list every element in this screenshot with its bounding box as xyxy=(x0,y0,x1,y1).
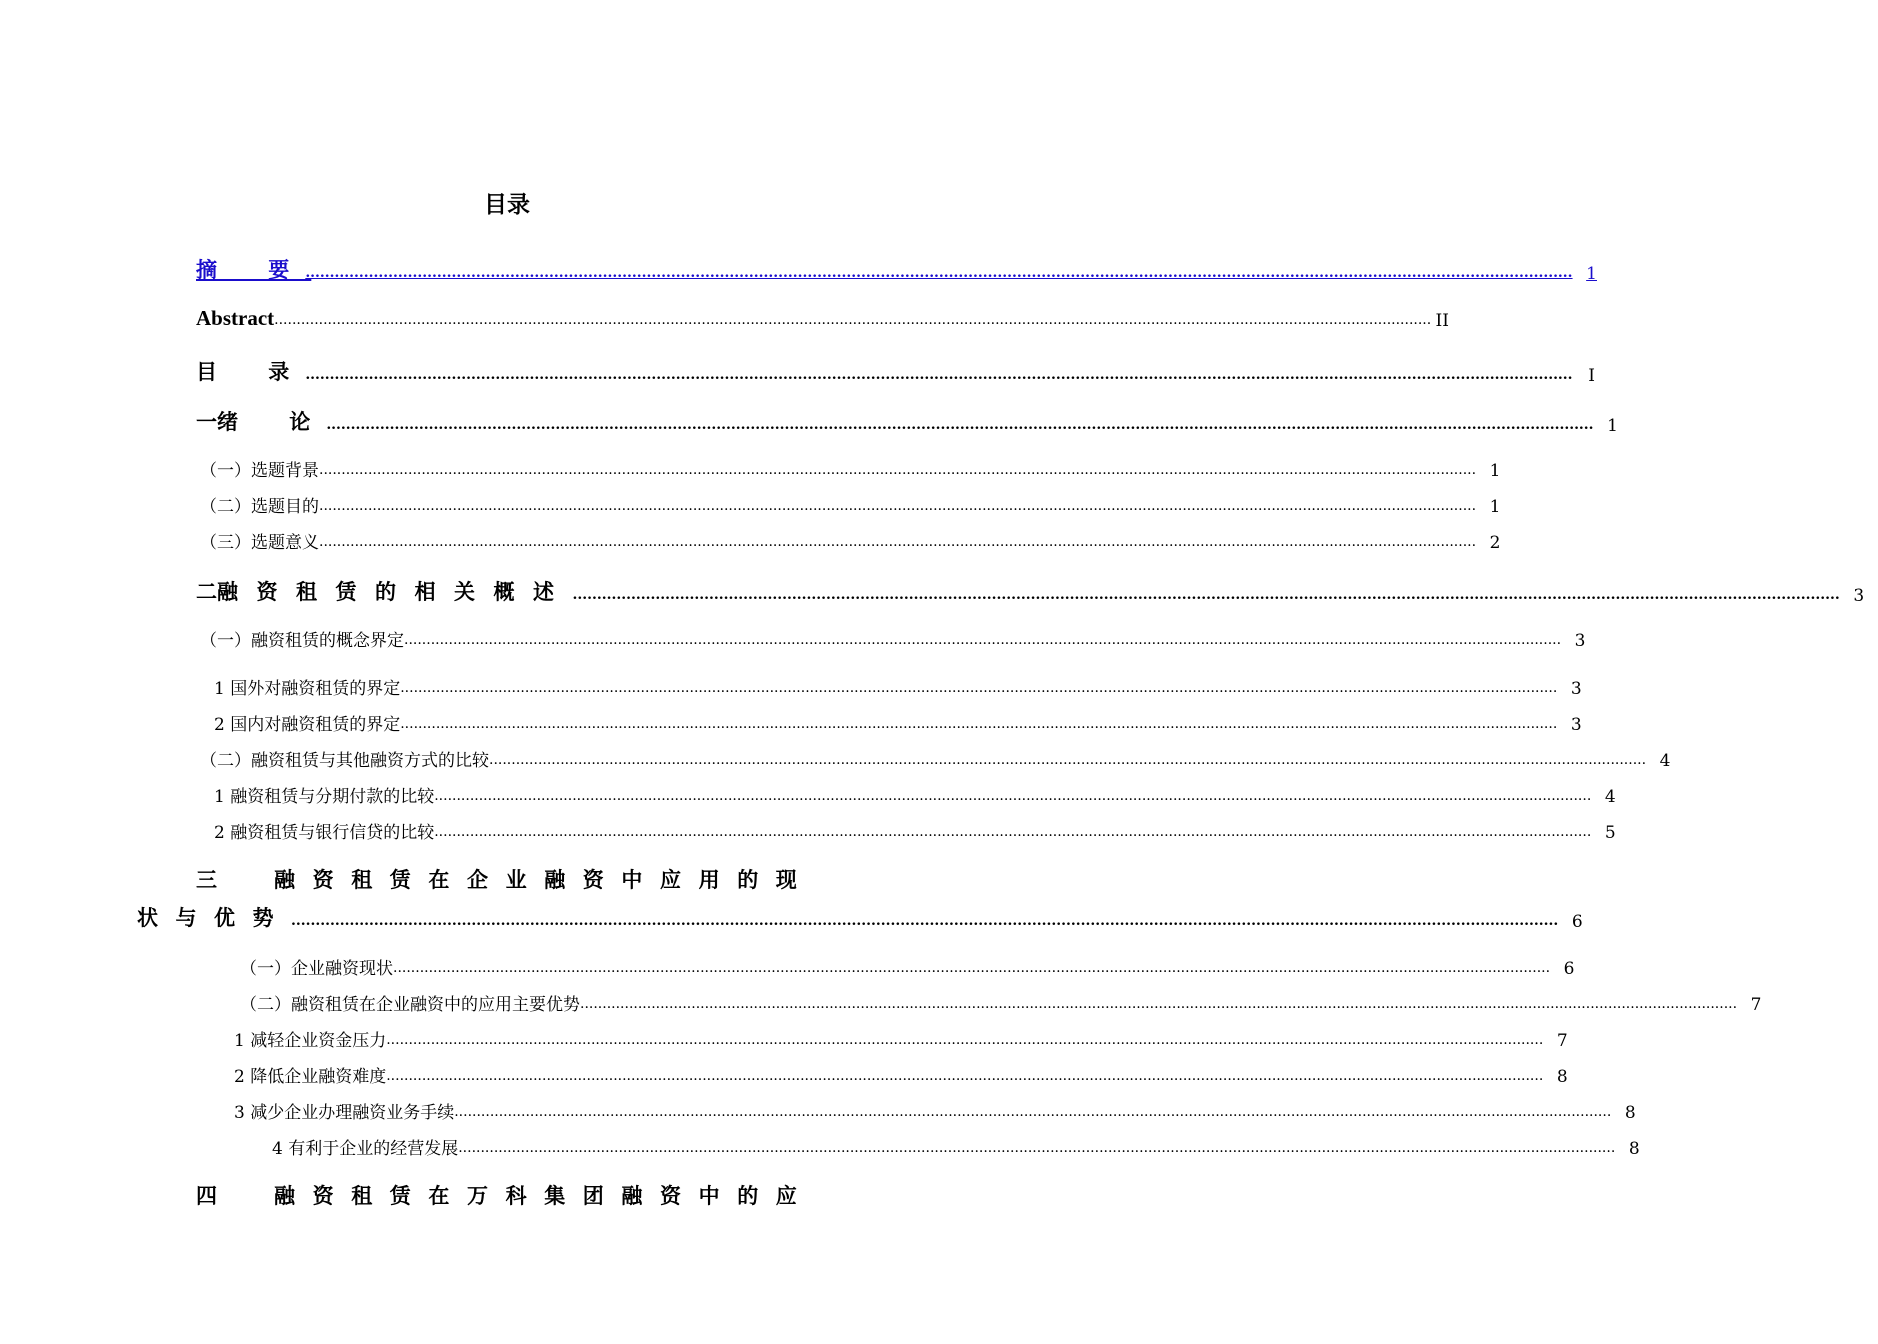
leader-dots: .................................................................................................................................................................................................................................................................... xyxy=(386,1032,1544,1048)
toc-entry-subsection-3-2-1[interactable] xyxy=(234,1026,1568,1051)
chapter-number: 二 xyxy=(196,580,217,604)
toc-entry-section-3-1[interactable] xyxy=(240,954,1575,979)
toc-entry-label: （二）选题目的 xyxy=(200,497,319,517)
leader-dots: .................................................................................................................................................................................................................................................................... xyxy=(489,752,1647,768)
toc-entry-chapter-2[interactable] xyxy=(196,576,1865,606)
toc-entry-subsection-3-2-4[interactable] xyxy=(272,1134,1640,1159)
toc-entry-label: 2 降低企业融资难度 xyxy=(234,1067,387,1087)
toc-entry-page: 3 xyxy=(1853,586,1865,606)
leader-dots: .................................................................................................................................................................................................................................................................... xyxy=(458,1140,1616,1156)
toc-entry-page: 8 xyxy=(1628,1139,1640,1159)
leader-dots: .................................................................................................................................................................................................................................................................... xyxy=(572,587,1840,603)
toc-entry-section-1-2[interactable] xyxy=(200,492,1501,517)
toc-entry-label: 3 减少企业办理融资业务手续 xyxy=(234,1103,455,1123)
toc-entry-page: 3 xyxy=(1574,631,1586,651)
toc-entry-section-2-1[interactable] xyxy=(200,626,1586,651)
toc-entry-label: （一）企业融资现状 xyxy=(240,959,393,979)
leader-dots: .................................................................................................................................................................................................................................................................... xyxy=(393,960,1551,976)
toc-entry-label: 融资租赁在万科集团融资中的应 xyxy=(274,1184,815,1208)
toc-entry-page: 1 xyxy=(1607,416,1618,436)
toc-entry-chapter-4-line1[interactable] xyxy=(196,1180,814,1210)
toc-entry-label: 1 国外对融资租赁的界定 xyxy=(214,679,401,699)
toc-entry-abstract-cn[interactable] xyxy=(196,254,1597,284)
toc-entry-page: 2 xyxy=(1489,533,1501,553)
toc-entry-page: 6 xyxy=(1571,912,1583,932)
leader-dots: .................................................................................................................................................................................................................................................................... xyxy=(404,632,1562,648)
toc-entry-label: 1 减轻企业资金压力 xyxy=(234,1031,387,1051)
toc-entry-page: 1 xyxy=(1489,461,1501,481)
toc-entry-page: I xyxy=(1588,366,1595,386)
toc-entry-label: （一）选题背景 xyxy=(200,461,319,481)
toc-entry-label: （二）融资租赁在企业融资中的应用主要优势 xyxy=(240,995,580,1015)
toc-entry-label-line2: 状与优势 xyxy=(137,906,291,930)
toc-entry-abstract-en[interactable] xyxy=(196,306,1449,331)
leader-dots: .................................................................................................................................................................................................................................................................... xyxy=(319,534,1477,550)
toc-entry-chapter-3-line1[interactable] xyxy=(196,864,814,894)
toc-entry-label: （三）选题意义 xyxy=(200,533,319,553)
toc-entry-label: 融资租赁的相关概述 xyxy=(217,580,573,604)
toc-entry-page: 3 xyxy=(1570,715,1582,735)
toc-entry-subsection-3-2-2[interactable] xyxy=(234,1062,1568,1087)
chapter-number: 三 xyxy=(196,868,217,892)
leader-dots: .................................................................................................................................................................................................................................................................... xyxy=(319,462,1477,478)
leader-dots: .................................................................................................................................................................................................................................................................... xyxy=(400,716,1558,732)
leader-dots: .................................................................................................................................................................................................................................................................... xyxy=(454,1104,1612,1120)
toc-entry-label: 1 融资租赁与分期付款的比较 xyxy=(214,787,435,807)
toc-entry-subsection-2-1-1[interactable] xyxy=(214,674,1582,699)
toc-entry-subsection-2-2-2[interactable] xyxy=(214,818,1616,843)
toc-entry-label: Abstract xyxy=(196,306,275,330)
leader-dots: .................................................................................................................................................................................................................................................................... xyxy=(274,312,1432,328)
chapter-number: 一 xyxy=(196,410,217,434)
leader-dots: .................................................................................................................................................................................................................................................................... xyxy=(319,498,1477,514)
leader-dots: .................................................................................................................................................................................................................................................................... xyxy=(305,265,1573,281)
toc-entry-section-1-1[interactable] xyxy=(200,456,1501,481)
toc-entry-chapter-3[interactable] xyxy=(137,902,1583,932)
toc-entry-page: 4 xyxy=(1659,751,1671,771)
leader-dots: .................................................................................................................................................................................................................................................................... xyxy=(386,1068,1544,1084)
toc-entry-section-3-2[interactable] xyxy=(240,990,1762,1015)
toc-entry-label: （二）融资租赁与其他融资方式的比较 xyxy=(200,751,489,771)
leader-dots: .................................................................................................................................................................................................................................................................... xyxy=(326,417,1594,433)
toc-entry-label: 目 录 xyxy=(196,360,312,384)
toc-entry-subsection-2-2-1[interactable] xyxy=(214,782,1616,807)
toc-entry-subsection-3-2-3[interactable] xyxy=(234,1098,1636,1123)
leader-dots: .................................................................................................................................................................................................................................................................... xyxy=(580,996,1738,1012)
toc-entry-section-1-3[interactable] xyxy=(200,528,1501,553)
page-title: 目录 xyxy=(484,192,530,218)
toc-entry-page: 8 xyxy=(1624,1103,1636,1123)
chapter-number: 四 xyxy=(196,1184,217,1208)
leader-dots: .................................................................................................................................................................................................................................................................... xyxy=(291,913,1559,929)
toc-entry-label: 绪 论 xyxy=(217,410,333,434)
leader-dots: .................................................................................................................................................................................................................................................................... xyxy=(434,788,1592,804)
toc-entry-label: 摘 要 xyxy=(196,258,312,282)
toc-entry-subsection-2-1-2[interactable] xyxy=(214,710,1582,735)
toc-entry-label: （一）融资租赁的概念界定 xyxy=(200,631,404,651)
leader-dots: .................................................................................................................................................................................................................................................................... xyxy=(434,824,1592,840)
toc-entry-page: 4 xyxy=(1604,787,1616,807)
toc-entry-page: 5 xyxy=(1604,823,1616,843)
toc-entry-label: 2 国内对融资租赁的界定 xyxy=(214,715,401,735)
leader-dots: .................................................................................................................................................................................................................................................................... xyxy=(305,367,1573,383)
toc-entry-label: 4 有利于企业的经营发展 xyxy=(272,1139,459,1159)
toc-entry-page: 3 xyxy=(1570,679,1582,699)
toc-entry-page: 7 xyxy=(1556,1031,1568,1051)
toc-entry-page: 1 xyxy=(1586,264,1597,284)
toc-entry-page: 7 xyxy=(1750,995,1762,1015)
toc-entry-toc[interactable] xyxy=(196,356,1595,386)
leader-dots: .................................................................................................................................................................................................................................................................... xyxy=(400,680,1558,696)
toc-entry-page: II xyxy=(1435,311,1449,331)
toc-entry-page: 6 xyxy=(1563,959,1575,979)
toc-entry-label: 2 融资租赁与银行信贷的比较 xyxy=(214,823,435,843)
toc-entry-section-2-2[interactable] xyxy=(200,746,1671,771)
toc-entry-label: 融资租赁在企业融资中应用的现 xyxy=(274,868,815,892)
toc-entry-chapter-1[interactable] xyxy=(196,406,1618,436)
toc-entry-page: 1 xyxy=(1489,497,1501,517)
toc-entry-page: 8 xyxy=(1556,1067,1568,1087)
